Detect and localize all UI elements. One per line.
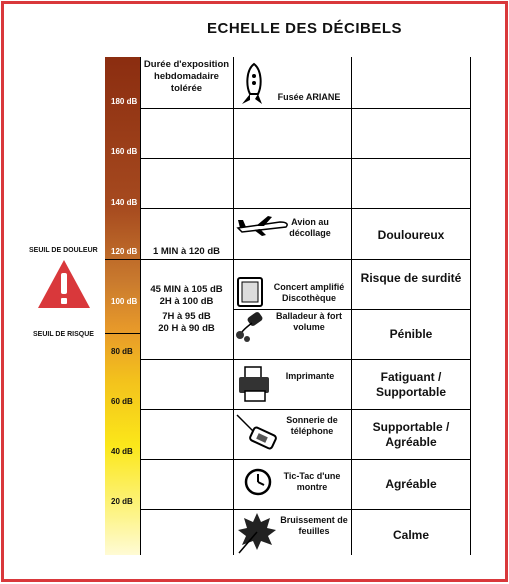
tick-120: 120 dB xyxy=(111,247,138,256)
grid-line xyxy=(140,158,470,159)
walkman-icon xyxy=(234,311,266,343)
effect-deafness: Risque de surdité xyxy=(360,271,462,285)
grid-line xyxy=(140,108,470,109)
rocket-icon xyxy=(236,62,268,107)
source-printer-label: Imprimante xyxy=(285,371,335,381)
tick-100: 100 dB xyxy=(111,297,138,306)
leaf-icon xyxy=(235,510,279,554)
phone-icon xyxy=(235,413,279,455)
clock-icon xyxy=(244,468,272,496)
printer-icon xyxy=(237,365,273,403)
tick-20: 20 dB xyxy=(111,497,133,506)
tick-80: 80 dB xyxy=(111,347,133,356)
speaker-icon xyxy=(236,276,264,308)
effect-calm: Calme xyxy=(392,528,430,542)
grid-line xyxy=(140,409,470,410)
duration-header: Durée d'exposition hebdomadaire tolérée xyxy=(143,59,230,94)
tick-60: 60 dB xyxy=(111,397,133,406)
tick-180: 180 dB xyxy=(111,97,138,106)
effect-painful: Pénible xyxy=(389,327,433,341)
duration-95: 7H à 95 dB xyxy=(162,311,211,322)
effect-bearable: Supportable / Agréable xyxy=(372,420,450,449)
pain-threshold-line xyxy=(105,259,140,260)
effect-tiring: Fatiguant / Supportable xyxy=(375,370,446,399)
grid-line xyxy=(140,359,470,360)
grid-line xyxy=(140,259,470,260)
duration-120: 1 MIN à 120 dB xyxy=(152,246,221,257)
grid-line xyxy=(470,57,471,555)
grid-line xyxy=(140,208,470,209)
tick-140: 140 dB xyxy=(111,198,138,207)
source-concert-label: Concert amplifié Discothèque xyxy=(273,282,345,303)
grid-line xyxy=(140,509,470,510)
duration-100: 2H à 100 dB xyxy=(159,296,214,307)
source-leaves-label: Bruissement de feuilles xyxy=(280,515,348,536)
duration-105: 45 MIN à 105 dB xyxy=(150,284,223,295)
tick-160: 160 dB xyxy=(111,147,138,156)
source-walkman-label: Balladeur à fort volume xyxy=(275,311,342,332)
grid-line xyxy=(140,459,470,460)
source-clock-label: Tic-Tac d'une montre xyxy=(283,471,341,492)
tick-40: 40 dB xyxy=(111,447,133,456)
page-title: ECHELLE DES DÉCIBELS xyxy=(206,20,403,37)
source-phone-label: Sonnerie de téléphone xyxy=(286,415,338,436)
source-rocket-label: Fusée ARIANE xyxy=(277,92,341,102)
source-plane-label: Avion au décollage xyxy=(289,217,331,238)
duration-90: 20 H à 90 dB xyxy=(158,323,215,334)
risk-threshold-line xyxy=(105,333,140,334)
warning-icon xyxy=(36,258,92,310)
decibel-scale-bar xyxy=(105,57,140,555)
effect-pain: Douloureux xyxy=(377,228,445,242)
pain-threshold-label: SEUIL DE DOULEUR xyxy=(29,247,98,254)
grid-line xyxy=(233,57,234,555)
effect-pleasant: Agréable xyxy=(385,477,437,491)
grid-line xyxy=(233,309,470,310)
risk-threshold-label: SEUIL DE RISQUE xyxy=(33,331,94,338)
